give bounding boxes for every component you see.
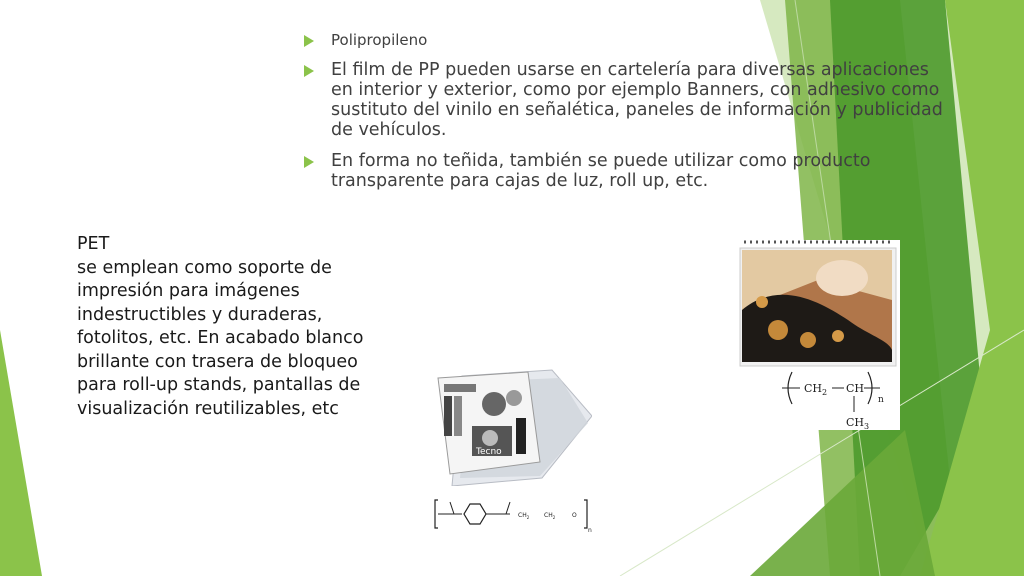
bullet-arrow-icon (304, 35, 314, 47)
pp-bullet-list (304, 30, 954, 191)
svg-text:CH3: $CH_3$ (846, 416, 870, 430)
pet-title: PET (77, 234, 110, 254)
bullet-text: El film de PP pueden usarse en cartelería para diversas aplicaciones en interior y exterior, como por ejemplo Banners, con adhesivo como sustituto del vinilo en señalética, paneles de información y publicidad de vehículos. (331, 60, 943, 140)
svg-text:n: n (878, 395, 884, 405)
bullet-text: En forma no teñida, también se puede utilizar como producto transparente para cajas de luz, roll up, etc. (331, 151, 871, 191)
pet-formula-image (432, 492, 592, 534)
bullet-item (304, 30, 954, 50)
svg-text:O: O (572, 512, 577, 519)
sheets-logo-text: Tecno (476, 447, 502, 457)
pet-description: se emplean como soporte de impresión para imágenes indestructibles y duraderas, fotolitos, etc. En acabado blanco brillante con trasera de bloqueo para roll-up stands, pantallas de visualización reutilizables, etc (77, 257, 364, 419)
svg-text:n: n (588, 527, 592, 534)
pp-formula-image (738, 368, 900, 430)
bullet-item (304, 60, 954, 140)
svg-text:CH: CH (846, 382, 865, 395)
pet-text-block (77, 233, 377, 421)
bullet-arrow-icon (304, 156, 314, 168)
bullet-text: Polipropileno (331, 31, 428, 49)
bullet-arrow-icon (304, 65, 314, 77)
pet-sheets-image (432, 368, 592, 486)
svg-text:CH2: $CH_2$ (518, 512, 530, 520)
svg-text:CH2: $CH_2$ (544, 512, 556, 520)
svg-text:CH2: $CH_2$ (804, 382, 828, 397)
pp-calendar-image (738, 240, 900, 368)
bullet-item (304, 151, 954, 191)
deco-left-green-wedge (0, 330, 42, 576)
